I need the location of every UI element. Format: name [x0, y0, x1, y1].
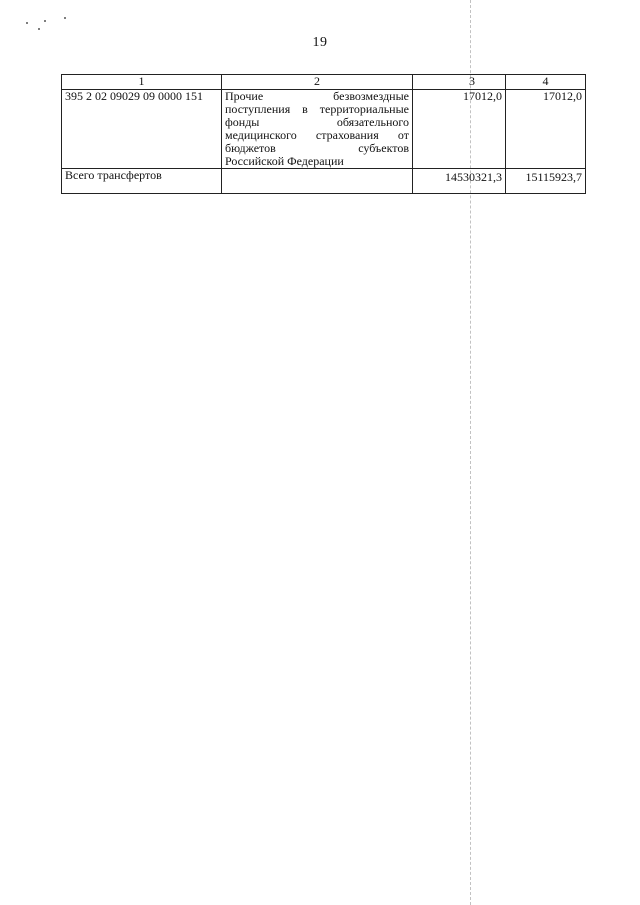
description-line: поступления в территориальные	[225, 102, 409, 116]
scan-speck	[38, 28, 40, 30]
header-col-2: 2	[222, 75, 413, 90]
description-line: фонды обязательного	[225, 115, 409, 129]
total-label-cell: Всего трансфертов	[62, 169, 222, 194]
description-line: Российской Федерации	[225, 154, 344, 168]
total-empty-cell	[222, 169, 413, 194]
header-col-1: 1	[62, 75, 222, 90]
table-header-row	[62, 75, 586, 90]
description-cell	[222, 90, 413, 169]
header-col-4: 4	[506, 75, 586, 90]
table-row	[62, 90, 586, 169]
description-line: Прочие безвозмездные	[225, 89, 409, 103]
description-line: бюджетов субъектов	[225, 141, 409, 155]
amount-col-3-cell: 17012,0	[413, 90, 506, 169]
total-col-4-cell: 15115923,7	[506, 169, 586, 194]
total-row	[62, 169, 586, 194]
description-line: медицинского страхования от	[225, 128, 409, 142]
scan-speck	[26, 22, 28, 24]
amount-col-4-cell: 17012,0	[506, 90, 586, 169]
header-col-3: 3	[413, 75, 506, 90]
page-number: 19	[312, 35, 328, 50]
budget-code-cell: 395 2 02 09029 09 0000 151	[62, 90, 222, 169]
scan-speck	[64, 17, 66, 19]
total-col-3-cell: 14530321,3	[413, 169, 506, 194]
transfers-table	[61, 74, 586, 194]
scan-speck	[44, 20, 46, 22]
